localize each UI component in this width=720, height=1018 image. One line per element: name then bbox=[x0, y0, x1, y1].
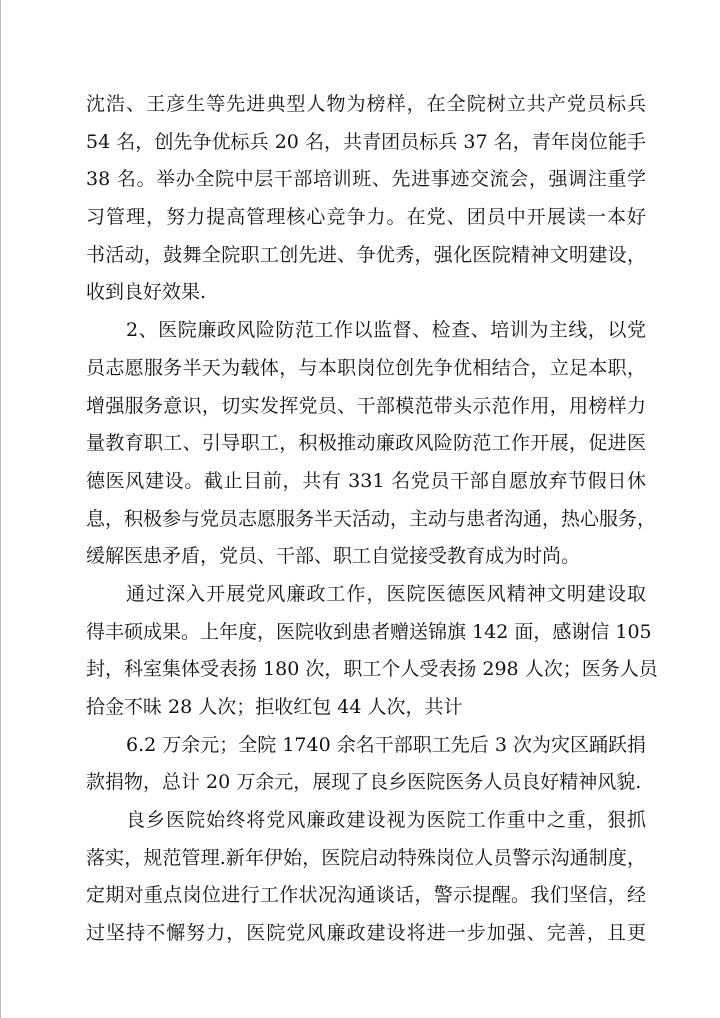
text-line: 增强服务意识，切实发挥党员、干部模范带头示范作用，用榜样力 bbox=[86, 394, 646, 417]
text-line: 落实，规范管理.新年伊始，医院启动特殊岗位人员警示沟通制度， bbox=[86, 846, 646, 869]
text-line: 良乡医院始终将党风廉政建设视为医院工作重中之重，狠抓 bbox=[126, 809, 646, 832]
text-line: 得丰硕成果。上年度，医院收到患者赠送锦旗 142 面，感谢信 105 bbox=[86, 620, 652, 643]
text-line: 定期对重点岗位进行工作状况沟通谈话，警示提醒。我们坚信，经 bbox=[86, 884, 646, 907]
text-line: 量教育职工、引导职工，积极推动廉政风险防范工作开展，促进医 bbox=[86, 432, 646, 455]
text-line: 员志愿服务半天为载体，与本职岗位创先争优相结合，立足本职， bbox=[86, 356, 646, 379]
page-edge-rule bbox=[0, 0, 1, 1018]
text-line: 德医风建设。截止目前，共有 331 名党员干部自愿放弃节假日休 bbox=[86, 469, 646, 492]
text-line: 封，科室集体受表扬 180 次，职工个人受表扬 298 人次；医务人员 bbox=[86, 658, 658, 681]
text-line: 款捐物，总计 20 万余元，展现了良乡医院医务人员良好精神风貌. bbox=[86, 771, 642, 794]
text-line: 38 名。举办全院中层干部培训班、先进事迹交流会，强调注重学 bbox=[86, 168, 646, 191]
text-line: 沈浩、王彦生等先进典型人物为榜样，在全院树立共产党员标兵 bbox=[86, 93, 646, 115]
text-line: 过坚持不懈努力，医院党风廉政建设将进一步加强、完善，且更 bbox=[86, 922, 646, 945]
text-line: 54 名，创先争优标兵 20 名，共青团员标兵 37 名，青年岗位能手 bbox=[86, 130, 646, 153]
text-line: 2、医院廉政风险防范工作以监督、检查、培训为主线，以党 bbox=[126, 319, 646, 342]
document-body bbox=[86, 86, 658, 953]
text-line: 通过深入开展党风廉政工作，医院医德医风精神文明建设取 bbox=[126, 582, 646, 605]
text-line: 息，积极参与党员志愿服务半天活动，主动与患者沟通，热心服务， bbox=[86, 507, 657, 530]
text-line: 收到良好效果. bbox=[86, 281, 207, 304]
text-line: 6.2 万余元；全院 1740 余名干部职工先后 3 次为灾区踊跃捐 bbox=[126, 733, 646, 756]
text-line: 书活动，鼓舞全院职工创先进、争优秀，强化医院精神文明建设， bbox=[86, 243, 646, 266]
text-line: 习管理，努力提高管理核心竞争力。在党、团员中开展读一本好 bbox=[86, 206, 646, 229]
text-line: 拾金不昧 28 人次；拒收红包 44 人次，共计 bbox=[86, 696, 463, 718]
text-line: 缓解医患矛盾，党员、干部、职工自觉接受教育成为时尚。 bbox=[86, 545, 581, 568]
